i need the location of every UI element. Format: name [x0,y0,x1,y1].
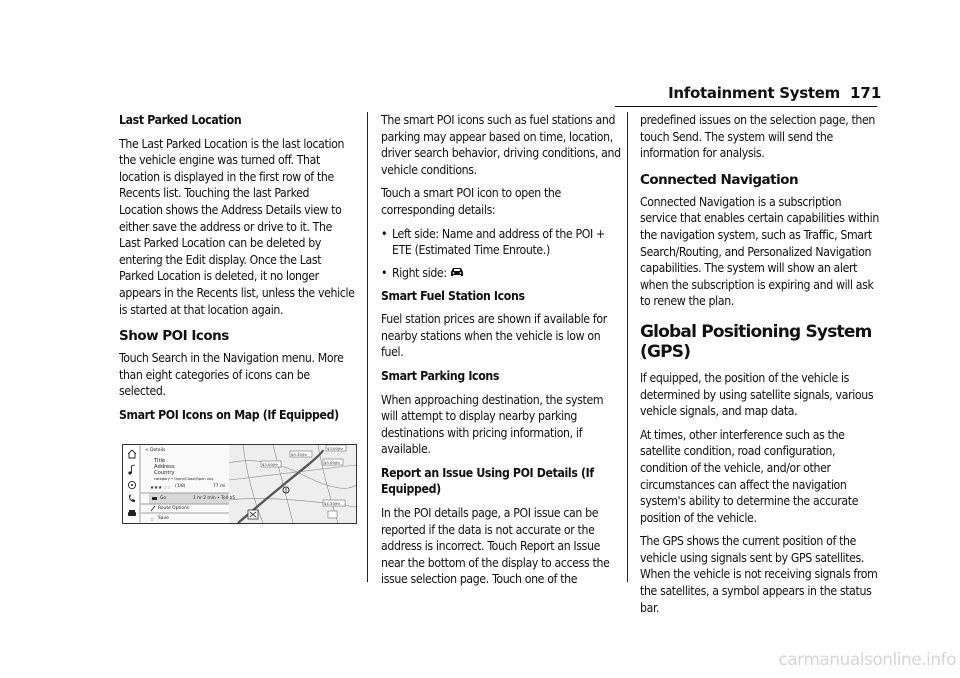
fig-price-4: $3.00/hr [327,445,344,451]
list-item: • Left side: Name and address of the POI + ETE (Estimated Time Enroute.) [381,226,605,258]
fuel-body: Fuel station prices are shown if available for nearby stations when the vehicle is low on fuel. [381,312,607,360]
column-2 [381,112,621,595]
rating-stars-icon [150,485,171,491]
fig-back-link: < Details [145,448,166,453]
report-body: In the POI details page, a POI issue can be reported if the data is not accurate or the address is incorrect. Touch Report an Issue near the bottom of the display to access the issue selection page. Touch one of the [381,506,610,587]
list-item: • Right side: [381,265,621,282]
fig-rating-count: (1/8) [175,484,186,489]
fig-price-1: $3.00/hr [262,461,279,467]
last-parked-body: The Last Parked Location is the last location the vehicle engine was turned off. That location is displayed in the first row of the Recents list. Touching the last Parked Location shows the Address Details view to either save the address or drive to it. The Last Parked Location can be deleted by entering the Edit display. Once the Last Parked Location is deleted, it no longer appears in the Recents list, unless the vehicle is started at that location again. [119,136,355,317]
music-icon [128,465,135,475]
fig-distance: 77 mi [213,484,226,489]
show-poi-heading: Show POI Icons [119,328,229,345]
svg-text:☆: ☆ [150,517,155,523]
report-body-cont: predefined issues on the selection page, then touch Send. The system will send the information for analysis. [640,113,876,161]
svg-text:★★★: ★★★ [150,485,163,491]
report-heading: Report an Issue Using POI Details (If Equipped) [381,465,594,497]
column-divider-2 [627,112,628,582]
nav-icon [128,481,135,488]
fuel-heading: Smart Fuel Station Icons [381,288,525,303]
fig-country: Country [154,470,175,476]
watermark: carmanualsonline.info [778,650,956,670]
home-icon [128,450,136,458]
fig-title: Title [154,458,166,464]
section-title: Infotainment System [668,84,840,102]
save-star-icon [150,517,154,523]
connected-nav-heading: Connected Navigation [640,171,799,188]
go-car-icon [152,497,157,500]
smart-poi-heading: Smart POI Icons on Map (If Equipped) [119,407,339,422]
fig-category: category • Open/Close/Open xxx [154,477,214,481]
fig-price-2: $3.30/hr [291,451,308,457]
parking-heading: Smart Parking Icons [381,368,500,383]
column-divider-1 [367,112,368,582]
fig-go-button: Go [160,496,167,501]
gps-heading: Global Positioning System (GPS) [640,321,872,362]
fig-price-5: $4.30/hr [324,500,341,506]
smart-poi-intro: The smart POI icons such as fuel stations and parking may appear based on time, location, driver search behavior, driving conditions, and vehicle conditions. [381,113,621,177]
fig-price-3: $3.00/hr [324,459,341,465]
poi-details-list [381,226,621,282]
car-icon [450,265,464,282]
gps-para-3: The GPS shows the current position of the vehicle using signals sent by GPS satellites. When the vehicle is not receiving signals from the satellites, a symbol appears in the status bar. [640,534,878,615]
nav-screen-drawing [123,445,356,523]
smart-poi-touch: Touch a smart POI icon to open the corresponding details: [381,186,561,217]
header-rule [615,106,877,107]
column-3 [640,112,880,623]
page-number: 171 [850,84,882,102]
svg-text:☆☆: ☆☆ [163,485,172,491]
nav-screen-figure [122,444,357,524]
fig-eta: 1 hr 2 min • Toll $5 [193,496,236,501]
phone-icon [129,494,135,502]
gps-para-2: At times, other interference such as the satellite condition, road configuration, condition of the vehicle, and/or other circumstances can affect the navigation system's ability to determine the accurate position of the vehicle. [640,427,859,525]
column-1 [119,112,355,431]
connected-nav-body: Connected Navigation is a subscription service that enables certain capabilities within the navigation system, such as Traffic, Smart Search/Routing, and Personalized Navigation capabilities. The system will show an alert when the subscription is expiring and will ask to renew the plan. [640,194,879,309]
fig-route-options: Route Options [158,506,190,511]
show-poi-body: Touch Search in the Navigation menu. More than eight categories of icons can be selected. [119,351,344,399]
gps-para-1: If equipped, the position of the vehicle is determined by using satellite signals, various vehicle signals, and map data. [640,370,874,419]
fig-address: Address [154,464,175,470]
last-parked-heading: Last Parked Location [119,113,242,127]
fig-save: Save [158,516,169,521]
parking-body: When approaching destination, the system will attempt to display nearby parking destinations with pricing information, if available. [381,392,604,457]
car-settings-icon [128,510,136,516]
